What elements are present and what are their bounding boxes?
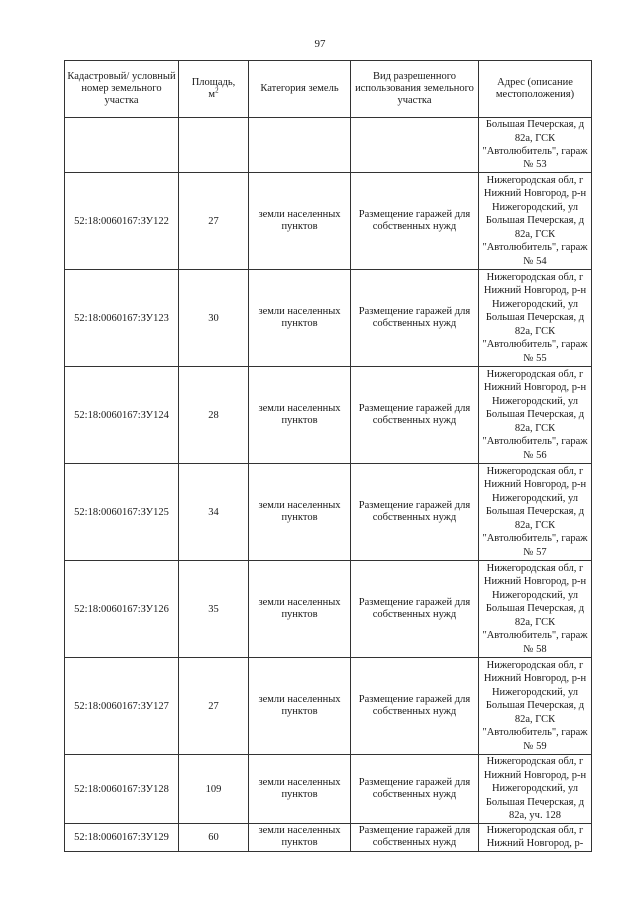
category-cell	[249, 367, 351, 464]
table-row	[65, 118, 592, 173]
usage-text: Размещение гаражей для собственных нужд	[358, 597, 471, 620]
area-cell: 34	[179, 464, 249, 561]
header-area-sup: 2	[215, 86, 219, 95]
address-text: Нижегородская обл, г Нижний Новгород, р-н Нижегородский, ул Большая Печерская, д 82а, ГСК "Автолюбитель", гараж № 54	[482, 175, 588, 267]
usage-cell	[351, 561, 479, 658]
table-row	[65, 755, 592, 824]
address-text: Нижегородская обл, г Нижний Новгород, р-н Нижегородский, ул Большая Печерская, д 82а, ГСК "Автолюбитель", гараж № 57	[482, 466, 588, 558]
address-cell	[479, 367, 592, 464]
address-cell	[479, 755, 592, 824]
table-row	[65, 824, 592, 852]
cadastral-cell	[65, 118, 179, 173]
category-cell	[249, 658, 351, 755]
page-number: 97	[314, 38, 326, 50]
address-text: Нижегородская обл, г Нижний Новгород, р-н Нижегородский, ул Большая Печерская, д 82а, ГСК "Автолюбитель", гараж № 58	[482, 563, 588, 655]
header-cadastral	[65, 61, 179, 118]
usage-cell	[351, 173, 479, 270]
cadastral-cell: 52:18:0060167:ЗУ128	[65, 755, 179, 824]
cadastral-cell: 52:18:0060167:ЗУ129	[65, 824, 179, 852]
category-cell	[249, 755, 351, 824]
usage-text: Размещение гаражей для собственных нужд	[358, 403, 471, 426]
header-usage-label: Вид разрешенного использования земельного участка	[355, 71, 474, 106]
address-cell	[479, 658, 592, 755]
address-text: Нижегородская обл, г Нижний Новгород, р-н Нижегородский, ул Большая Печерская, д 82а, ГСК "Автолюбитель", гараж № 55	[482, 272, 588, 364]
usage-cell	[351, 367, 479, 464]
address-cell	[479, 464, 592, 561]
area-cell: 30	[179, 270, 249, 367]
address-cell	[479, 561, 592, 658]
area-cell: 60	[179, 824, 249, 852]
header-cadastral-label: Кадастровый/ условный номер земельного участка	[67, 71, 176, 106]
table-row	[65, 658, 592, 755]
usage-cell	[351, 464, 479, 561]
usage-text: Размещение гаражей для собственных нужд	[358, 694, 471, 717]
usage-text: Размещение гаражей для собственных нужд	[358, 825, 471, 849]
area-cell: 27	[179, 173, 249, 270]
address-text: Нижегородская обл, г Нижний Новгород, р-н Нижегородский, ул Большая Печерская, д 82а, ГСК "Автолюбитель", гараж № 59	[482, 660, 588, 752]
table-header-row	[65, 61, 592, 118]
usage-cell	[351, 118, 479, 173]
category-cell	[249, 561, 351, 658]
area-cell: 109	[179, 755, 249, 824]
area-cell: 35	[179, 561, 249, 658]
cadastral-cell: 52:18:0060167:ЗУ122	[65, 173, 179, 270]
address-cell	[479, 118, 592, 173]
category-text: земли населенных пунктов	[258, 825, 341, 849]
usage-cell	[351, 755, 479, 824]
cadastral-cell: 52:18:0060167:ЗУ127	[65, 658, 179, 755]
category-text: земли населенных пунктов	[258, 694, 341, 717]
table-row	[65, 270, 592, 367]
category-text: земли населенных пунктов	[258, 403, 341, 426]
address-cell	[479, 270, 592, 367]
address-text: Нижегородская обл, г Нижний Новгород, р-	[486, 825, 584, 850]
category-cell	[249, 270, 351, 367]
category-text: земли населенных пунктов	[258, 209, 341, 232]
header-usage	[351, 61, 479, 118]
area-cell: 27	[179, 658, 249, 755]
cadastral-cell: 52:18:0060167:ЗУ126	[65, 561, 179, 658]
address-cell	[479, 173, 592, 270]
table-row	[65, 561, 592, 658]
cadastral-cell: 52:18:0060167:ЗУ125	[65, 464, 179, 561]
land-plots-table	[64, 60, 592, 852]
category-cell	[249, 118, 351, 173]
address-text: Нижегородская обл, г Нижний Новгород, р-н Нижегородский, ул Большая Печерская, д 82а, ГСК "Автолюбитель", гараж № 56	[482, 369, 588, 461]
cadastral-cell: 52:18:0060167:ЗУ123	[65, 270, 179, 367]
usage-text: Размещение гаражей для собственных нужд	[358, 500, 471, 523]
address-text: Большая Печерская, д 82а, ГСК "Автолюбитель", гараж № 53	[482, 119, 588, 171]
category-cell	[249, 464, 351, 561]
area-cell	[179, 118, 249, 173]
usage-text: Размещение гаражей для собственных нужд	[358, 209, 471, 232]
table-row	[65, 464, 592, 561]
category-text: земли населенных пунктов	[258, 306, 341, 329]
category-text: земли населенных пунктов	[258, 777, 341, 800]
usage-text: Размещение гаражей для собственных нужд	[358, 306, 471, 329]
category-text: земли населенных пунктов	[258, 597, 341, 620]
usage-cell	[351, 658, 479, 755]
cadastral-cell: 52:18:0060167:ЗУ124	[65, 367, 179, 464]
usage-cell	[351, 270, 479, 367]
header-address	[479, 61, 592, 118]
header-area	[179, 61, 249, 118]
table-row	[65, 173, 592, 270]
category-text: земли населенных пунктов	[258, 500, 341, 523]
address-cell	[479, 824, 592, 852]
area-cell: 28	[179, 367, 249, 464]
header-address-label: Адрес (описание местоположения)	[495, 77, 575, 100]
header-category-label: Категория земель	[260, 83, 339, 94]
usage-cell	[351, 824, 479, 852]
header-category	[249, 61, 351, 118]
header-area-main: Площадь,	[191, 77, 236, 88]
usage-text: Размещение гаражей для собственных нужд	[358, 777, 471, 800]
table-row	[65, 367, 592, 464]
header-area-label	[180, 77, 247, 101]
address-text: Нижегородская обл, г Нижний Новгород, р-н Нижегородский, ул Большая Печерская, д 82а, уч. 128	[483, 756, 587, 822]
header-area-unit: м	[208, 89, 216, 100]
category-cell	[249, 824, 351, 852]
category-cell	[249, 173, 351, 270]
